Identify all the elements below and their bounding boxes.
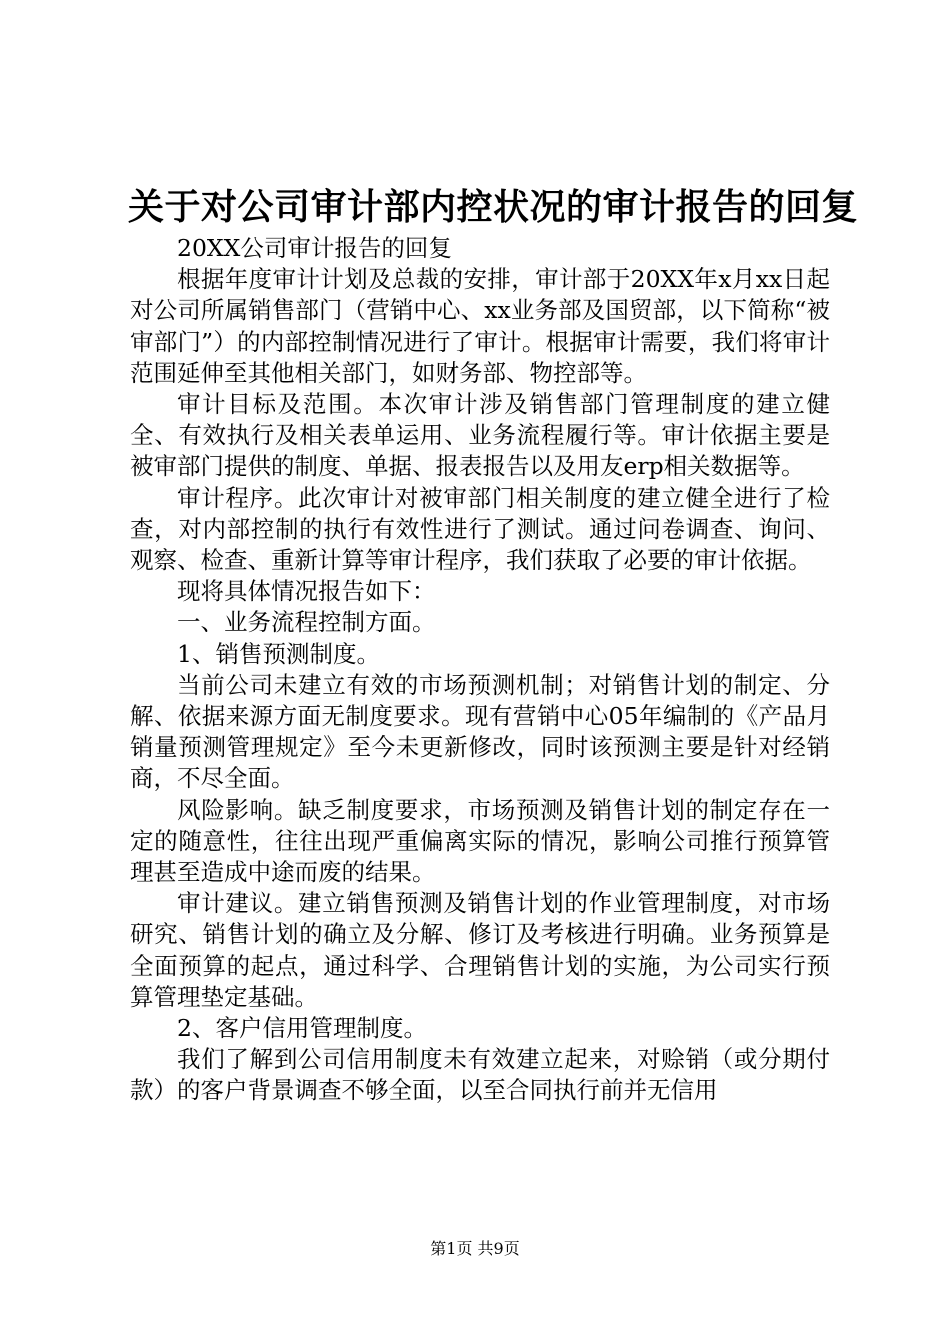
- paragraph-report-lead: 现将具体情况报告如下：: [177, 577, 436, 606]
- subsection-heading-credit-management: 2、客户信用管理制度。: [177, 1014, 427, 1043]
- page-number-footer: 第1页 共9页: [430, 1239, 520, 1258]
- subsection-heading-sales-forecast: 1、销售预测制度。: [177, 639, 380, 668]
- document-title: 关于对公司审计部内控状况的审计报告的回复: [128, 187, 859, 228]
- paragraph-sales-forecast-finding: 当前公司未建立有效的市场预测机制；对销售计划的制定、分解、依据来源方面无制度要求。现有营销中心05年编制的《产品月销量预测管理规定》至今未更新修改，同时该预测主要是针对经销商，不尽全面。: [130, 670, 830, 793]
- document-body: [130, 233, 830, 1107]
- paragraph-credit-finding: 我们了解到公司信用制度未有效建立起来，对赊销（或分期付款）的客户背景调查不够全面，以至合同执行前并无信用: [130, 1045, 830, 1105]
- paragraph-audit-scope: 审计目标及范围。本次审计涉及销售部门管理制度的建立健全、有效执行及相关表单运用、业务流程履行等。审计依据主要是被审部门提供的制度、单据、报表报告以及用友erp相关数据等。: [130, 390, 830, 481]
- paragraph-subtitle: 20XX公司审计报告的回复: [177, 234, 452, 262]
- paragraph-audit-procedure: 审计程序。此次审计对被审部门相关制度的建立健全进行了检查，对内部控制的执行有效性进行了测试。通过问卷调查、询问、观察、检查、重新计算等审计程序，我们获取了必要的审计依据。: [130, 483, 830, 575]
- section-heading-business-process: 一、业务流程控制方面。: [177, 608, 436, 637]
- paragraph-intro: 根据年度审计计划及总裁的安排，审计部于20XX年x月xx日起对公司所属销售部门（营销中心、xx业务部及国贸部，以下简称“被审部门”）的内部控制情况进行了审计。根据审计需要，我们将审计范围延伸至其他相关部门，如财务部、物控部等。: [130, 265, 830, 387]
- paragraph-risk-impact: 风险影响。缺乏制度要求，市场预测及销售计划的制定存在一定的随意性，往往出现严重偏离实际的情况，影响公司推行预算管理甚至造成中途而废的结果。: [130, 795, 830, 887]
- paragraph-audit-recommendation: 审计建议。建立销售预测及销售计划的作业管理制度，对市场研究、销售计划的确立及分解、修订及考核进行明确。业务预算是全面预算的起点，通过科学、合理销售计划的实施，为公司实行预算管理垫定基础。: [130, 889, 830, 1011]
